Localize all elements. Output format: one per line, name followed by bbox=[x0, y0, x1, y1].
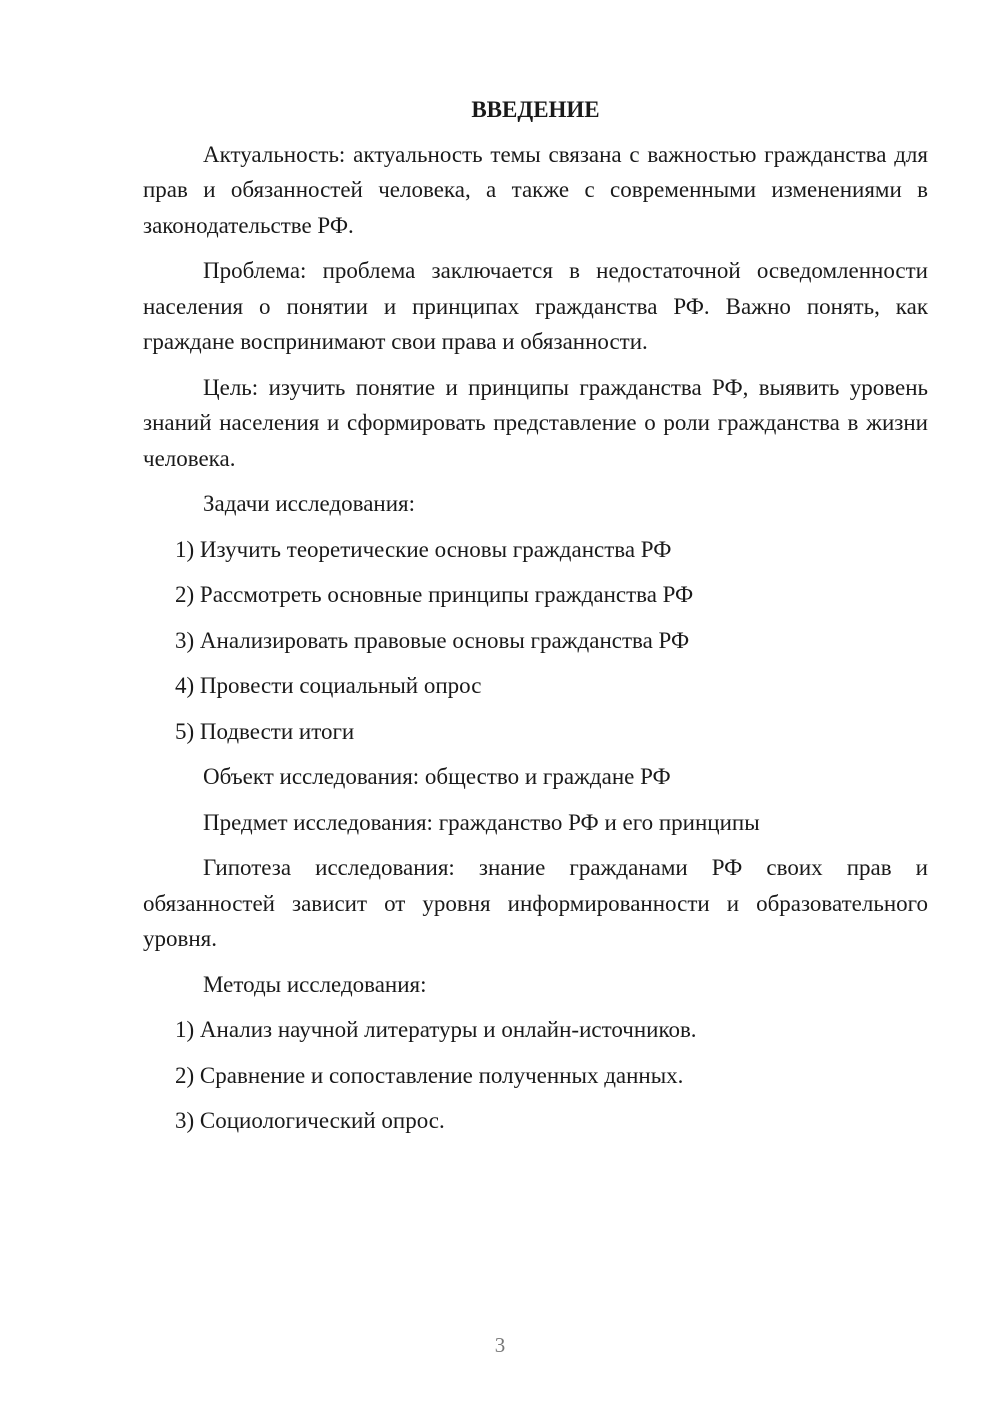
method-item: 1) Анализ научной литературы и онлайн-источников. bbox=[175, 1017, 697, 1042]
subject-line: Предмет исследования: гражданство РФ и его принципы bbox=[203, 809, 760, 835]
document-page bbox=[143, 92, 928, 1149]
problem-paragraph: Проблема: проблема заключается в недостаточной осведомленности населения о понятии и принципах гражданства РФ. Важно понять, как граждане воспринимают свои права и обязанности. bbox=[143, 258, 928, 354]
task-item: 3) Анализировать правовые основы гражданства РФ bbox=[175, 627, 690, 653]
method-item: 3) Социологический опрос. bbox=[175, 1108, 445, 1133]
hypothesis-paragraph: Гипотеза исследования: знание гражданами РФ своих прав и обязанностей зависит от уровня информированности и образовательного уровня. bbox=[143, 855, 928, 951]
tasks-heading: Задачи исследования: bbox=[203, 491, 416, 516]
task-item: 2) Рассмотреть основные принципы гражданства РФ bbox=[175, 582, 694, 607]
task-item: 5) Подвести итоги bbox=[175, 718, 355, 744]
goal-paragraph: Цель: изучить понятие и принципы гражданства РФ, выявить уровень знаний населения и сформировать представление о роли гражданства в жизни человека. bbox=[143, 374, 928, 471]
methods-heading: Методы исследования: bbox=[203, 971, 427, 997]
methods-list bbox=[143, 1012, 928, 1139]
page-number: 3 bbox=[494, 1333, 506, 1357]
task-item: 4) Провести социальный опрос bbox=[175, 673, 482, 698]
object-line: Объект исследования: общество и граждане РФ bbox=[203, 764, 671, 789]
tasks-list bbox=[143, 532, 928, 750]
section-title: ВВЕДЕНИЕ bbox=[471, 97, 600, 122]
task-item: 1) Изучить теоретические основы гражданства РФ bbox=[175, 536, 672, 562]
relevance-paragraph: Актуальность: актуальность темы связана с важностью гражданства для прав и обязанностей человека, а также с современными изменениями в законодательстве РФ. bbox=[143, 141, 928, 238]
method-item: 2) Сравнение и сопоставление полученных данных. bbox=[175, 1062, 684, 1088]
